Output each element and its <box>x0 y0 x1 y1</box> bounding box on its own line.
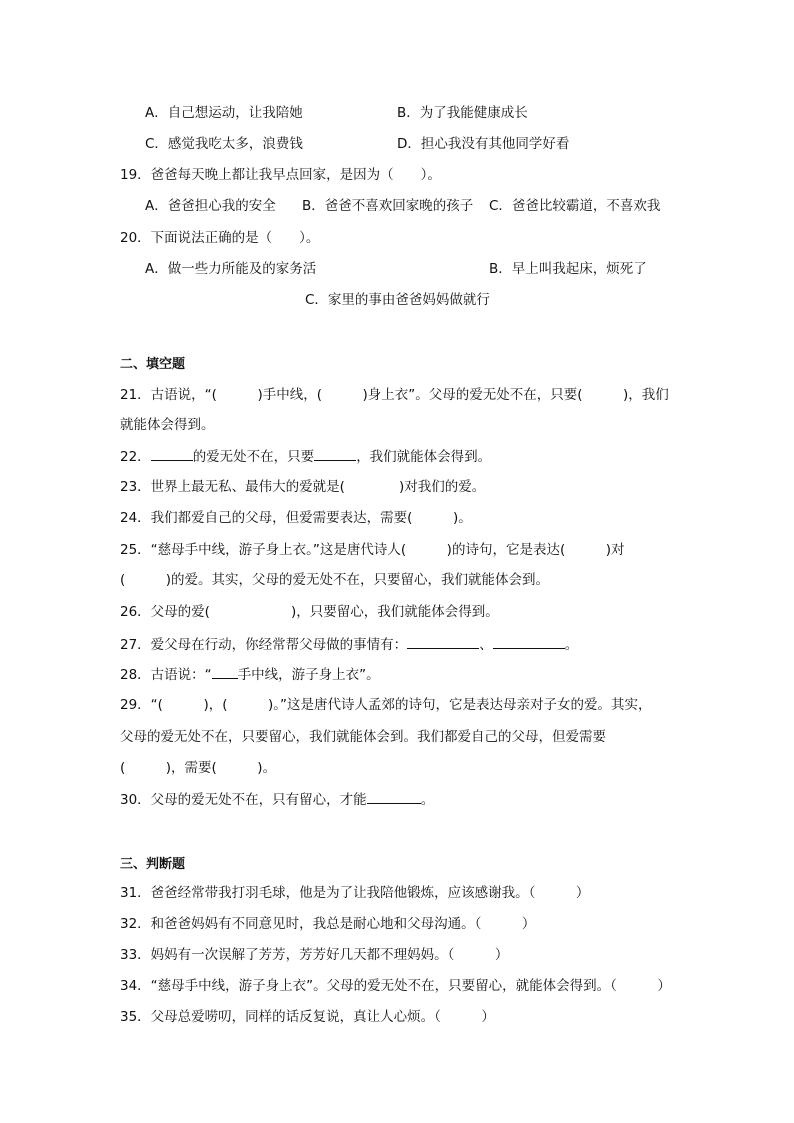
q33: 33．妈妈有一次误解了芳芳，芳芳好几天都不理妈妈。（ ） <box>120 947 509 963</box>
q22-suffix: ，我们就能体会得到。 <box>356 449 492 465</box>
answer-blank[interactable] <box>212 664 238 679</box>
q25-line1: 25．“慈母手中线，游子身上衣。”这是唐代诗人( )的诗句，它是表达( )对 <box>120 542 625 558</box>
q31: 31．爸爸经常带我打羽毛球，他是为了让我陪他锻炼，应该感谢我。（ ） <box>120 885 590 901</box>
answer-blank[interactable] <box>407 634 479 649</box>
q20-option-b: B．早上叫我起床，烦死了 <box>489 261 647 277</box>
q24: 24．我们都爱自己的父母，但爱需要表达，需要( )。 <box>120 510 472 526</box>
q29-line1: 29．“( )，( )。”这是唐代诗人孟郊的诗句，它是表达母亲对子女的爱。其实， <box>120 697 652 713</box>
q23: 23．世界上最无私、最伟大的爱就是( )对我们的爱。 <box>120 479 486 495</box>
q19-option-a: A．爸爸担心我的安全 <box>145 198 276 214</box>
answer-blank[interactable] <box>493 634 565 649</box>
q18-option-d: D．担心我没有其他同学好看 <box>397 136 570 152</box>
q21-line2: 就能体会得到。 <box>120 417 215 433</box>
q19-stem: 19．爸爸每天晚上都让我早点回家，是因为（ ）。 <box>120 167 441 183</box>
q30-prefix: 30．父母的爱无处不在，只有留心，才能 <box>120 792 367 808</box>
q27-separator: 、 <box>479 637 493 653</box>
q22 <box>120 446 491 467</box>
q18-option-a: A．自己想运动，让我陪她 <box>145 105 303 121</box>
q30 <box>120 789 434 810</box>
q28-prefix: 28．古语说：“ <box>120 667 212 683</box>
q27-prefix: 27．爱父母在行动，你经常帮父母做的事情有： <box>120 637 408 653</box>
q19-option-b: B．爸爸不喜欢回家晚的孩子 <box>302 198 474 214</box>
q35: 35．父母总爱唠叨，同样的话反复说，真让人心烦。（ ） <box>120 1009 495 1025</box>
q27 <box>120 634 578 655</box>
section-title-fill-in: 二、填空题 <box>120 357 186 372</box>
q22-prefix: 22． <box>120 449 151 465</box>
section-title-true-false: 三、判断题 <box>120 857 186 872</box>
q18-option-b: B．为了我能健康成长 <box>397 105 528 121</box>
q19-option-c: C．爸爸比较霸道，不喜欢我 <box>489 198 661 214</box>
q22-middle: 的爱无处不在，只要 <box>192 449 315 465</box>
q25-line2: ( )的爱。其实，父母的爱无处不在，只要留心，我们就能体会到。 <box>120 572 550 588</box>
q32: 32．和爸爸妈妈有不同意见时，我总是耐心地和父母沟通。（ ） <box>120 916 536 932</box>
answer-blank[interactable] <box>367 789 421 804</box>
q26: 26．父母的爱( )，只要留心，我们就能体会得到。 <box>120 604 499 620</box>
answer-blank[interactable] <box>151 446 193 461</box>
q20-option-a: A．做一些力所能及的家务活 <box>145 261 317 277</box>
q21-line1: 21．古语说，“( )手中线，( )身上衣”。父母的爱无处不在，只要( )，我们 <box>120 387 669 403</box>
q30-suffix: 。 <box>420 792 435 808</box>
q28 <box>120 664 380 685</box>
q29-line3: ( )，需要( )。 <box>120 760 277 776</box>
q27-suffix: 。 <box>564 637 579 653</box>
answer-blank[interactable] <box>314 446 356 461</box>
q20-stem: 20．下面说法正确的是（ ）。 <box>120 230 320 246</box>
q34: 34．“慈母手中线，游子身上衣”。父母的爱无处不在，只要留心，就能体会得到。（ ） <box>120 978 671 994</box>
q28-suffix: 手中线，游子身上衣”。 <box>237 667 380 683</box>
q20-option-c: C．家里的事由爸爸妈妈做就行 <box>305 292 490 308</box>
q18-option-c: C．感觉我吃太多，浪费钱 <box>145 136 303 152</box>
q29-line2: 父母的爱无处不在，只要留心，我们就能体会到。我们都爱自己的父母，但爱需要 <box>120 729 606 745</box>
